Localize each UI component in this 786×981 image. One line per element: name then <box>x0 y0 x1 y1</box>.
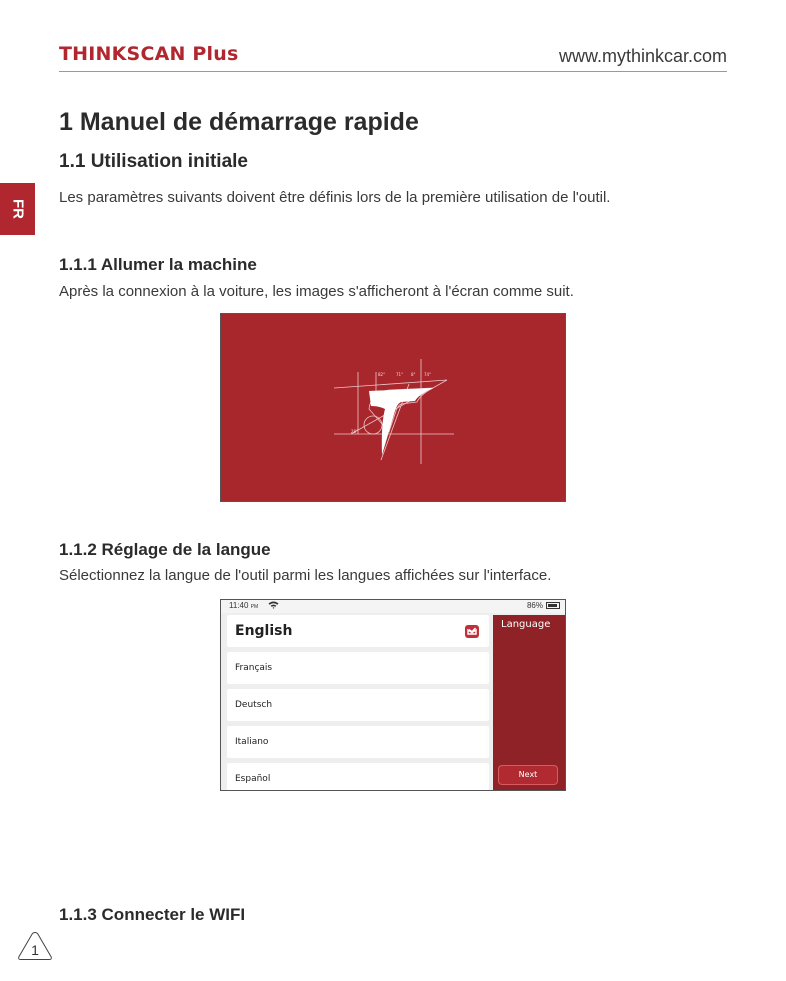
page-number: 1 <box>31 942 39 958</box>
next-button[interactable]: Next <box>498 765 558 785</box>
subsection-text-power: Après la connexion à la voiture, les images s'afficheront à l'écran comme suit. <box>59 283 574 300</box>
status-time-value: 11:40 <box>229 601 249 610</box>
brand-title: THINKSCAN Plus <box>59 43 239 65</box>
language-option-italian[interactable] <box>227 726 489 758</box>
language-option-french[interactable] <box>227 652 489 684</box>
language-option-german[interactable] <box>227 689 489 721</box>
angle-label: 28° <box>351 429 359 434</box>
logo-construction-drawing <box>221 314 567 503</box>
language-panel-title: Language <box>501 619 551 630</box>
angle-label: 74° <box>424 372 432 377</box>
language-option-label: Français <box>235 663 273 673</box>
subsection-heading-language: 1.1.2 Réglage de la langue <box>59 540 271 559</box>
page-number-badge <box>17 931 53 961</box>
wifi-icon <box>268 601 279 611</box>
section-heading: 1.1 Utilisation initiale <box>59 151 248 172</box>
language-option-label: Español <box>235 774 271 784</box>
battery-icon <box>546 602 560 609</box>
status-ampm: PM <box>250 604 259 610</box>
language-option-english[interactable] <box>227 615 489 647</box>
boot-splash-screen <box>220 313 566 502</box>
language-list <box>227 615 489 791</box>
angle-label: 82° <box>378 372 386 377</box>
subsection-text-language: Sélectionnez la langue de l'outil parmi les langues affichées sur l'interface. <box>59 567 552 584</box>
language-option-label: English <box>235 623 293 639</box>
checkmark-icon <box>465 625 479 638</box>
angle-label: 8° <box>411 372 416 377</box>
status-time <box>229 601 258 610</box>
language-side-tab <box>0 183 35 235</box>
language-option-label: Italiano <box>235 737 269 747</box>
page-title: 1 Manuel de démarrage rapide <box>59 108 419 136</box>
language-option-spanish[interactable] <box>227 763 489 791</box>
subsection-heading-wifi: 1.1.3 Connecter le WIFI <box>59 905 246 924</box>
angle-label: 71° <box>396 372 404 377</box>
language-selection-screen <box>220 599 566 791</box>
language-option-label: Deutsch <box>235 700 273 710</box>
subsection-heading-power: 1.1.1 Allumer la machine <box>59 255 257 274</box>
status-bar <box>221 600 565 613</box>
website-url: www.mythinkcar.com <box>558 46 727 66</box>
header-divider <box>59 71 727 72</box>
language-side-tab-label: FR <box>9 199 26 219</box>
battery-level: 86% <box>526 601 543 610</box>
language-side-panel <box>493 615 565 791</box>
intro-paragraph: Les paramètres suivants doivent être définis lors de la première utilisation de l'outil. <box>59 189 611 206</box>
